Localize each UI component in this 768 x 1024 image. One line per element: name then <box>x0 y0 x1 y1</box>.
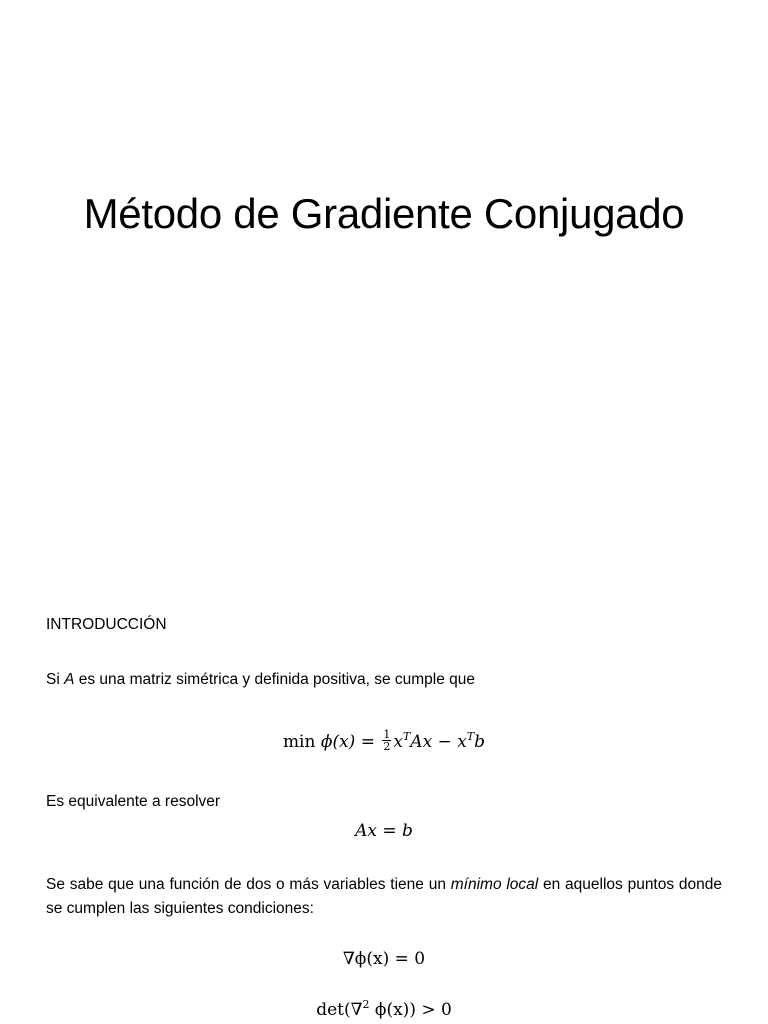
linear-system-equation: Ax = b <box>355 821 413 841</box>
emphasis-minimo-local: mínimo local <box>450 876 539 893</box>
x-variable: x <box>393 732 403 752</box>
det-prefix: det(∇ <box>316 1000 363 1020</box>
minimization-equation <box>0 729 768 755</box>
transpose-superscript: T <box>402 730 411 743</box>
fraction-denominator: 2 <box>383 740 391 753</box>
fraction-numerator: 1 <box>383 728 391 741</box>
equivalent-text: Es equivalente a resolver <box>46 793 221 810</box>
gradient-condition: ∇ϕ(x) = 0 <box>342 949 426 969</box>
conditions-paragraph <box>46 873 722 921</box>
quadratic-term: Ax − x <box>410 732 467 752</box>
det-suffix: ϕ(x)) > 0 <box>369 1000 452 1020</box>
hessian-exponent: 2 <box>362 998 370 1011</box>
intro-suffix: es una matriz simétrica y definida positiva, se cumple que <box>74 671 476 688</box>
paragraph-part2: en aquellos puntos donde se cumplen las siguientes condiciones: <box>46 876 723 917</box>
one-half-fraction <box>382 729 391 752</box>
min-operator: min <box>282 732 316 752</box>
section-heading: INTRODUCCIÓN <box>46 616 167 633</box>
matrix-variable: A <box>64 671 75 688</box>
intro-sentence <box>46 668 722 692</box>
phi-expression: ϕ(x) = <box>320 732 381 752</box>
paragraph-part1: Se sabe que una función de dos o más variables tiene un <box>46 876 451 893</box>
b-variable: b <box>474 732 486 752</box>
page-title: Método de Gradiente Conjugado <box>83 190 685 237</box>
hessian-determinant-condition <box>0 997 768 1023</box>
transpose-superscript: T <box>466 730 475 743</box>
intro-prefix: Si <box>46 671 65 688</box>
